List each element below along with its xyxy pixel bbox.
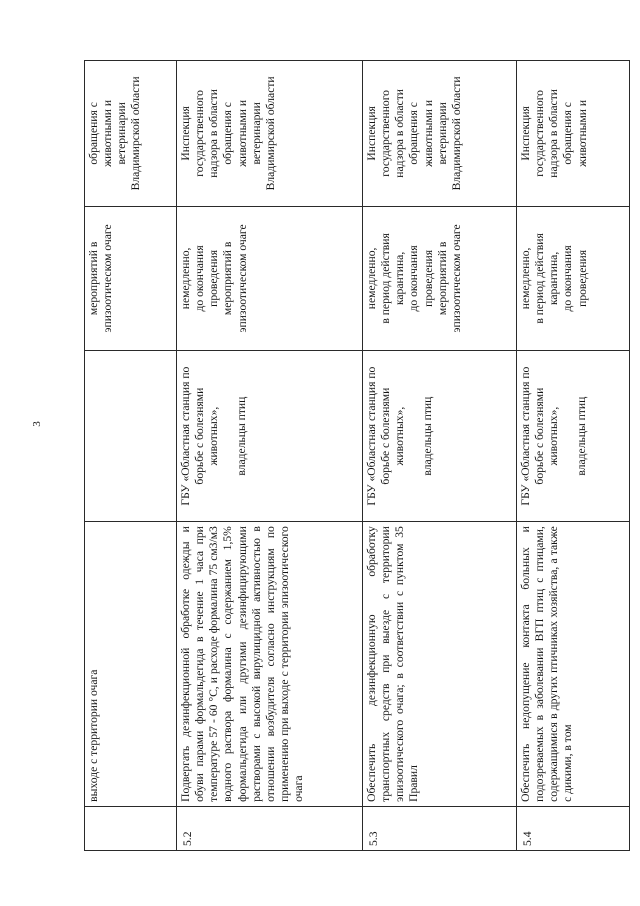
cell-line: обращения с <box>561 102 575 165</box>
cell-line: ГБУ «Областная станция по <box>179 366 192 506</box>
cell-line: животными и <box>101 99 115 167</box>
row-number <box>85 806 177 850</box>
row-number: 5.4 <box>517 806 630 850</box>
executor-cell <box>177 351 363 522</box>
cell-line: в период действия <box>379 233 393 324</box>
cell-line: проведения <box>575 249 589 307</box>
table-row <box>363 61 517 851</box>
cell-line: животных», <box>393 406 407 466</box>
supervisor-cell <box>85 61 177 207</box>
cell-line: ГБУ «Областная станция по <box>519 366 532 506</box>
cell-line: эпизоотическом очаге <box>101 224 115 333</box>
cell-line: в период действия <box>533 233 547 324</box>
page-number: 3 <box>30 421 43 427</box>
cell-line: государственного <box>193 90 207 177</box>
executor-cell <box>363 351 517 522</box>
table-viewport <box>84 60 589 851</box>
cell-line: проведения <box>421 249 435 307</box>
supervisor-cell <box>517 61 630 207</box>
cell-line: до окончания <box>193 245 207 312</box>
cell-line: Инспекция <box>519 106 532 161</box>
measure-description: Обеспечить недопущение контакта больных и подозреваемых в заболевании ВГП птиц с птицами, содержащимися в других птичниках хозяйства, а также с дикими, в том <box>517 522 630 807</box>
cell-line: обращения с <box>221 102 235 165</box>
table-row <box>517 61 630 851</box>
cell-line: Владимирской области <box>129 76 143 191</box>
cell-line: животными и <box>575 99 589 167</box>
cell-line: владельцы птиц <box>421 396 435 476</box>
cell-line: животными и <box>235 99 249 167</box>
cell-line: немедленно, <box>179 247 192 310</box>
cell-line: борьбе с болезнями <box>533 387 547 485</box>
deadline-cell <box>85 206 177 350</box>
cell-line: надзора в области <box>207 89 221 178</box>
cell-line <box>221 355 235 517</box>
cell-line: государственного <box>533 90 547 177</box>
cell-line: владельцы птиц <box>235 396 249 476</box>
executor-cell <box>85 351 177 522</box>
cell-line: ГБУ «Областная станция по <box>365 366 378 506</box>
supervisor-cell <box>363 61 517 207</box>
cell-line: Владимирской области <box>263 76 277 191</box>
cell-line: надзора в области <box>393 89 407 178</box>
cell-line: животных», <box>207 406 221 466</box>
deadline-cell <box>517 206 630 350</box>
measures-table <box>84 60 630 851</box>
cell-line: эпизоотическом очаге <box>449 224 463 333</box>
cell-line: эпизоотическом очаге <box>235 224 249 333</box>
cell-line: обращения с <box>87 102 100 165</box>
cell-line: мероприятий в <box>221 241 235 316</box>
cell-line <box>561 355 575 517</box>
cell-line: обращения с <box>407 102 421 165</box>
cell-line: животных», <box>547 406 561 466</box>
cell-line: карантина, <box>547 251 561 306</box>
cell-line: Владимирской области <box>449 76 463 191</box>
cell-line: борьбе с болезнями <box>193 387 207 485</box>
cell-line: животными и <box>421 99 435 167</box>
cell-line: мероприятий в <box>87 241 100 316</box>
cell-line: надзора в области <box>547 89 561 178</box>
measure-description: Подвергать дезинфекционной обработке одежды и обуви парами формальдегида в течение 1 часа при температуре 57 - 60 °С, и расходе формалина 75 см3/м3 водного раствора формалина с содержанием 1,5% формальдегида или другими дезинфицирующими растворами с высокой вирулицидной активностью в отношении возбудителя согласно инструкциям по применению при выходе с территории эпизоотического очага <box>177 522 363 807</box>
cell-line: борьбе с болезнями <box>379 387 393 485</box>
measure-description: выходе с территории очага <box>85 522 177 807</box>
row-number: 5.3 <box>363 806 517 850</box>
table-row <box>177 61 363 851</box>
executor-cell <box>517 351 630 522</box>
rotated-table-container <box>84 60 589 851</box>
cell-line: ветеринарии <box>115 102 129 165</box>
table-row <box>85 61 177 851</box>
supervisor-cell <box>177 61 363 207</box>
deadline-cell <box>363 206 517 350</box>
cell-line: государственного <box>379 90 393 177</box>
cell-line: ветеринарии <box>249 102 263 165</box>
cell-line: владельцы птиц <box>575 396 589 476</box>
cell-line: немедленно, <box>519 247 532 310</box>
row-number: 5.2 <box>177 806 363 850</box>
cell-line: проведения <box>207 249 221 307</box>
cell-line: немедленно, <box>365 247 378 310</box>
cell-line: до окончания <box>407 245 421 312</box>
cell-line: Инспекция <box>365 106 378 161</box>
cell-line: ветеринарии <box>435 102 449 165</box>
deadline-cell <box>177 206 363 350</box>
cell-line: карантина, <box>393 251 407 306</box>
cell-line: до окончания <box>561 245 575 312</box>
measure-description: Обеспечить дезинфекционную обработку транспортных средств при выезде с территории эпизоотического очага; в соответствии с пунктом 35 Правил <box>363 522 517 807</box>
cell-line <box>407 355 421 517</box>
cell-line: мероприятий в <box>435 241 449 316</box>
cell-line: Инспекция <box>179 106 192 161</box>
